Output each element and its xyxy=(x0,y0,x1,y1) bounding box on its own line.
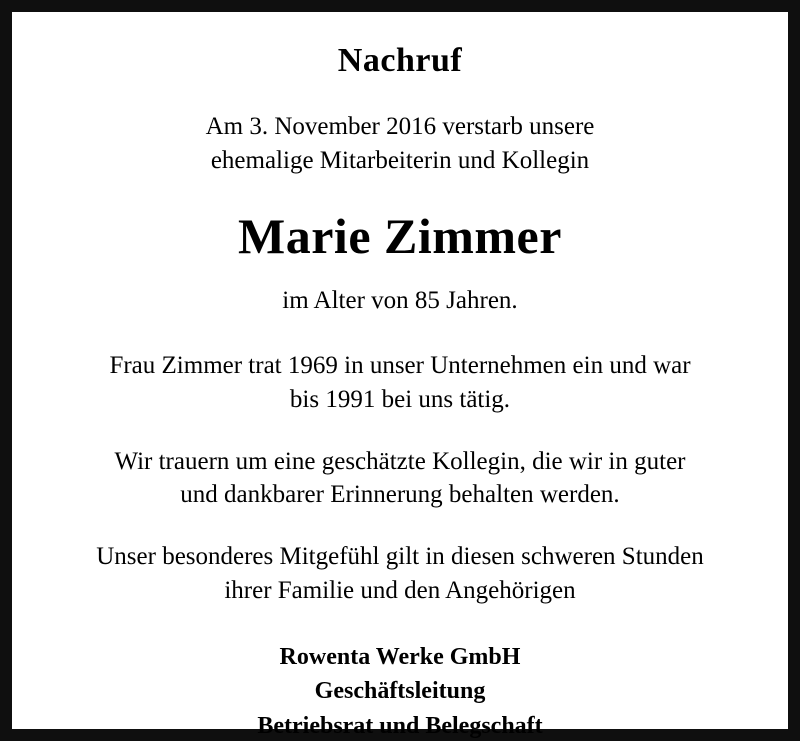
intro-line-2: ehemalige Mitarbeiterin und Kollegin xyxy=(210,146,590,174)
age-line: im Alter von 85 Jahren. xyxy=(282,287,518,314)
paragraph-mourning-line-2: und dankbarer Erinnerung behalten werden. xyxy=(180,481,620,509)
paragraph-employment xyxy=(109,349,690,417)
paragraph-condolence xyxy=(96,540,704,608)
intro-line-1: Am 3. November 2016 verstarb unsere xyxy=(205,113,595,140)
paragraph-condolence-line-2: ihrer Familie und den Angehörigen xyxy=(224,576,576,604)
page-title: Nachruf xyxy=(337,42,463,79)
paragraph-employment-line-1: Frau Zimmer trat 1969 in unser Unternehmen ein und war xyxy=(109,352,691,379)
paragraph-mourning-line-1: Wir trauern um eine geschätzte Kollegin, die wir in guter xyxy=(114,447,686,475)
signature-company: Rowenta Werke GmbH xyxy=(279,643,521,670)
paragraph-condolence-line-1: Unser besonderes Mitgefühl gilt in diesen schweren Stunden xyxy=(96,543,704,570)
paragraph-mourning xyxy=(114,445,685,513)
signature-block xyxy=(257,640,542,744)
signature-management: Geschäftsleitung xyxy=(314,678,486,705)
signature-works-council: Betriebsrat und Belegschaft xyxy=(257,713,543,740)
deceased-name: Marie Zimmer xyxy=(238,208,562,264)
paragraph-employment-line-2: bis 1991 bei uns tätig. xyxy=(289,385,511,413)
intro-text xyxy=(206,110,595,177)
